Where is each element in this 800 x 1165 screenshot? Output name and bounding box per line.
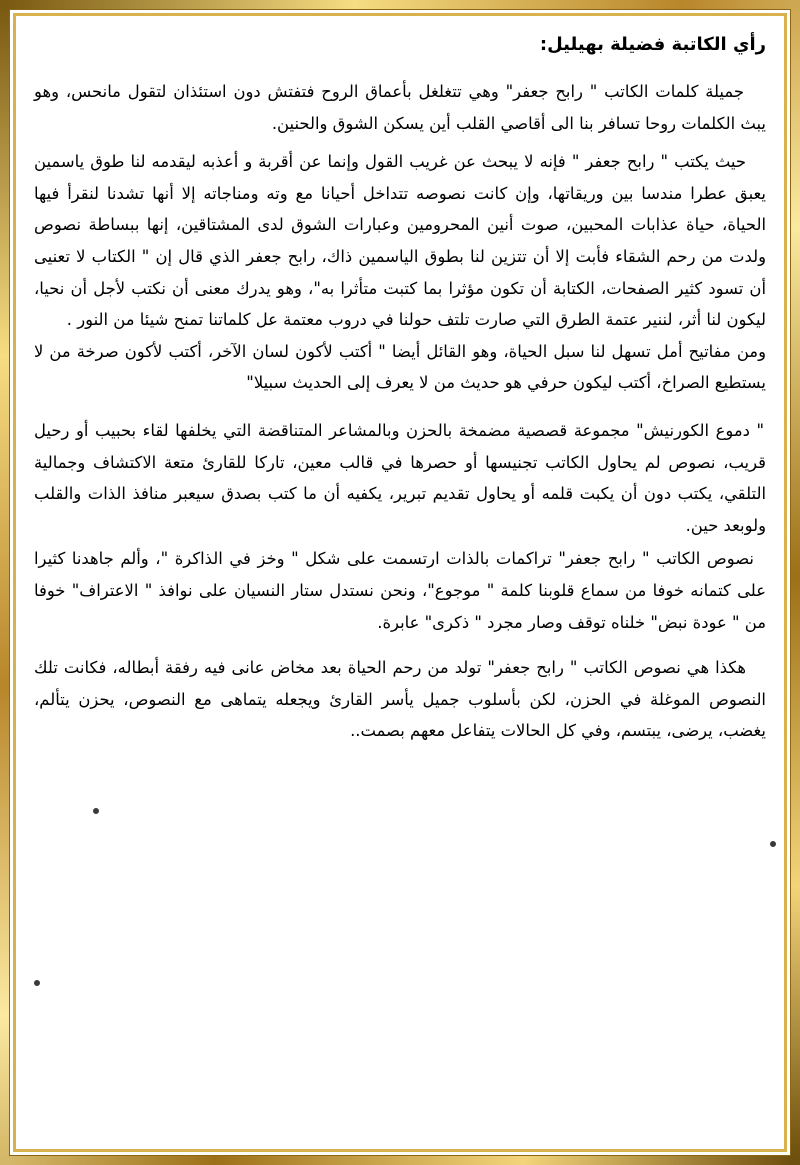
paragraph: جميلة كلمات الكاتب " رابح جعفر" وهي تتغلغل بأعماق الروح فتفتش دون استئذان لتقول مانحس، وهو يبث الكلمات روحا تسافر بنا الى أقاصي القلب أين يسكن الشوق والحنين. bbox=[34, 82, 766, 133]
paragraph: حيث يكتب " رابح جعفر " فإنه لا يبحث عن غريب القول وإنما عن أقربة و أعذبه ليقدمه لنا طوق ياسمين يعبق عطرا مندسا بين وريقاتها، وإن كانت نصوصه تتداخل أحيانا مع وته ومناجاته إلا أنها تشدنا لنقرأ فيها الحياة، حياة عذابات المحبين، صوت أنين المحرومين وعبارات الشوق لدى المشتاقين، إنها ببساطة نصوص ولدت من رحم الشقاء فأبت إلا أن تتزين لنا بطوق الياسمين ذاك، رابح جعفر الذي قال إن " الكتاب لا تعنيى أن تسود كثير الصفحات، الكتابة أن تكون مؤثرا بما كتبت متأثرا به"، وهو يدرك معنى أن نكتب لأجل أن نحيا، ليكون لنا أثر، لننير عتمة الطرق التي صارت تلتف حولنا في دروب معتمة عل كلماتنا تمنح شيئا من النور . bbox=[34, 152, 766, 330]
paragraph: هكذا هي نصوص الكاتب " رابح جعفر" تولد من رحم الحياة بعد مخاض عانى فيه رفقة أبطاله، فكانت تلك النصوص الموغلة في الحزن، لكن بأسلوب جميل يأسر القارئ ويجعله يتماهى مع النصوص، يحزن يتألم، يغضب، يرضى، يبتسم، وفي كل الحالات يتفاعل معهم بصمت.. bbox=[34, 658, 766, 741]
paragraph: ومن مفاتيح أمل تسهل لنا سبل الحياة، وهو القائل أيضا " أكتب لأكون لسان الآخر، أكتب لأكون صرخة من لا يستطيع الصراخ، أكتب ليكون حرفي هو حديث من لا يعرف إلى الحديث سبيلا" bbox=[34, 341, 766, 393]
decorative-dot-icon bbox=[34, 980, 40, 986]
paragraph: نصوص الكاتب " رابح جعفر" تراكمات بالذات ارتسمت على شكل " وخز في الذاكرة "، وألم جاهدنا كثيرا على كتمانه خوفا من سماع قلوبنا كلمة " موجوع"، ونحن نستدل ستار النسيان على نوافذ " الاعتراف" خوفا من " عودة نبض" خلناه توقف وصار مجرد " ذكرى" عابرة. bbox=[34, 549, 766, 632]
paragraph: " دموع الكورنيش" مجموعة قصصية مضمخة بالحزن وبالمشاعر المتناقضة التي يخلفها لقاء بحبيب أو رحيل قريب، نصوص لم يحاول الكاتب تجنيسها أو حصرها في قالب معين، تاركا للقارئ متعة الاكتشاف وجمالية التلقي، يكتب دون أن يكبت قلمه أو يحاول تقديم تبرير، يكفيه أن ما كتب بصدق سيعبر منافذ الذات والقلب ولوبعد حين. bbox=[34, 420, 766, 535]
decorative-dot-icon bbox=[770, 841, 776, 847]
article-body bbox=[34, 28, 766, 747]
decorative-dot-icon bbox=[93, 808, 99, 814]
article-title: رأي الكاتبة فضيلة بهيليل: bbox=[539, 34, 766, 55]
